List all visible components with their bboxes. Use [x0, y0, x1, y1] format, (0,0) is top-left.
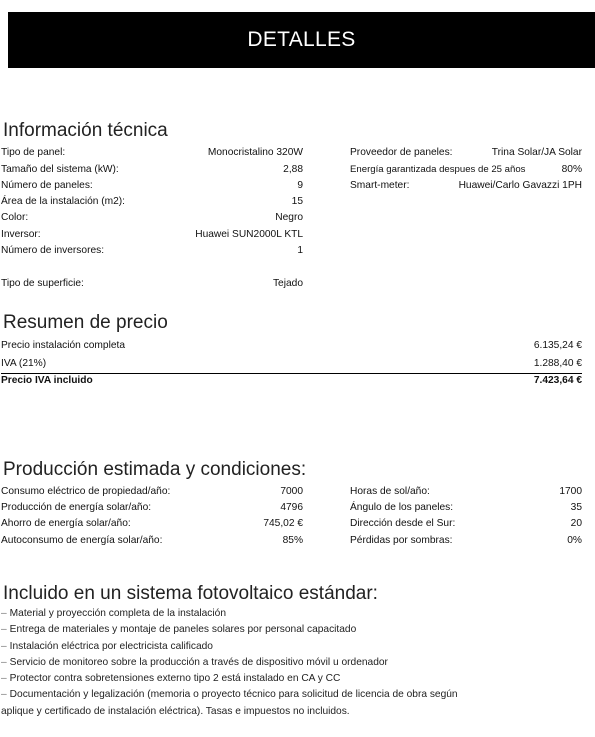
- tech-row: [350, 145, 582, 161]
- production-label: Producción de energía solar/año:: [1, 502, 152, 513]
- bullet-dash-icon: –: [1, 624, 7, 636]
- production-value: 85%: [282, 535, 303, 546]
- tech-value: Negro: [275, 212, 303, 223]
- list-item: [1, 671, 481, 687]
- production-value: 1700: [559, 486, 582, 497]
- production-value: 4796: [280, 502, 303, 513]
- bullet-dash-icon: –: [1, 656, 7, 668]
- price-total-label: Precio IVA incluido: [1, 375, 93, 386]
- list-item: [1, 639, 481, 655]
- production-row: [350, 516, 582, 532]
- tech-value: 15: [291, 196, 303, 207]
- tech-row: [1, 227, 303, 243]
- tech-label: Tipo de panel:: [1, 147, 66, 158]
- production-row: [350, 484, 582, 500]
- price-total-row: [1, 373, 582, 389]
- price-total-value: 7.423,64 €: [533, 375, 582, 386]
- tech-row: [1, 162, 303, 178]
- production-row: [1, 516, 303, 532]
- list-item-text: Servicio de monitoreo sobre la producción a través de dispositivo móvil u ordenador: [9, 656, 388, 668]
- page-title: DETALLES: [247, 28, 356, 51]
- tech-label: Smart-meter:: [350, 180, 410, 191]
- tech-row: [1, 194, 303, 210]
- tech-value: Huawei SUN2000L KTL: [195, 229, 303, 240]
- tech-row: [1, 243, 303, 259]
- tech-label: Proveedor de paneles:: [350, 147, 453, 158]
- tech-value: Trina Solar/JA Solar: [491, 147, 582, 158]
- price-value: 6.135,24 €: [533, 340, 582, 351]
- production-value: 7000: [280, 486, 303, 497]
- tech-label: Número de paneles:: [1, 180, 93, 191]
- list-item-text: Entrega de materiales y montaje de paneles solares por personal capacitado: [9, 624, 357, 636]
- tech-label: Número de inversores:: [1, 245, 105, 256]
- list-item-text: Documentación y legalización (memoria o proyecto técnico para solicitud de licencia de obra según aplique y certificado de instalación eléctrica). Tasas e impuestos no incluidos.: [1, 689, 458, 717]
- production-label: Pérdidas por sombras:: [350, 535, 453, 546]
- tech-value: 1: [297, 245, 303, 256]
- included-list: [1, 606, 481, 720]
- production-row: [350, 533, 582, 549]
- technical-heading: Información técnica: [3, 120, 168, 141]
- production-label: Consumo eléctrico de propiedad/año:: [1, 486, 171, 497]
- price-row: [1, 356, 582, 372]
- tech-value: Monocristalino 320W: [207, 147, 303, 158]
- tech-label: Área de la instalación (m2):: [1, 196, 126, 207]
- production-row: [350, 500, 582, 516]
- price-value: 1.288,40 €: [533, 358, 582, 369]
- production-row: [1, 500, 303, 516]
- production-label: Autoconsumo de energía solar/año:: [1, 535, 163, 546]
- tech-row: [1, 210, 303, 226]
- list-item: [1, 622, 481, 638]
- production-label: Ángulo de los paneles:: [350, 502, 454, 513]
- production-row: [1, 533, 303, 549]
- tech-value: 2,88: [283, 164, 303, 175]
- tech-row: [1, 145, 303, 161]
- tech-row: [350, 162, 582, 178]
- list-item: [1, 687, 461, 720]
- production-value: 745,02 €: [263, 518, 303, 529]
- production-heading: Producción estimada y condiciones:: [3, 459, 307, 480]
- price-label: Precio instalación completa: [1, 340, 126, 351]
- list-item-text: Material y proyección completa de la instalación: [9, 608, 226, 619]
- production-label: Dirección desde el Sur:: [350, 518, 456, 529]
- production-value: 0%: [567, 535, 582, 546]
- production-row: [1, 484, 303, 500]
- production-label: Horas de sol/año:: [350, 486, 430, 497]
- tech-row: [350, 178, 582, 194]
- tech-label: Tamaño del sistema (kW):: [1, 164, 119, 175]
- surface-label: Tipo de superficie:: [1, 278, 84, 289]
- surface-row: [1, 276, 303, 292]
- bullet-dash-icon: –: [1, 689, 7, 701]
- production-value: 20: [570, 518, 582, 529]
- surface-value: Tejado: [272, 278, 303, 289]
- tech-label: Inversor:: [1, 229, 41, 240]
- production-label: Ahorro de energía solar/año:: [1, 518, 131, 529]
- list-item: [1, 655, 481, 671]
- header-banner: [8, 12, 595, 68]
- bullet-dash-icon: –: [1, 608, 7, 619]
- tech-label: Energía garantizada despues de 25 años: [350, 164, 526, 175]
- list-item: [1, 606, 481, 622]
- included-heading: Incluido en un sistema fotovoltaico estándar:: [3, 583, 378, 604]
- tech-value: Huawei/Carlo Gavazzi 1PH: [458, 180, 582, 191]
- price-row: [1, 338, 582, 354]
- price-label: IVA (21%): [1, 358, 47, 369]
- tech-value: 80%: [561, 164, 582, 175]
- list-item-text: Protector contra sobretensiones externo tipo 2 está instalado en CA y CC: [9, 673, 341, 685]
- production-value: 35: [570, 502, 582, 513]
- tech-label: Color:: [1, 212, 29, 223]
- tech-value: 9: [297, 180, 303, 191]
- bullet-dash-icon: –: [1, 640, 7, 652]
- tech-row: [1, 178, 303, 194]
- bullet-dash-icon: –: [1, 673, 7, 685]
- price-heading: Resumen de precio: [3, 312, 168, 333]
- list-item-text: Instalación eléctrica por electricista calificado: [9, 640, 213, 652]
